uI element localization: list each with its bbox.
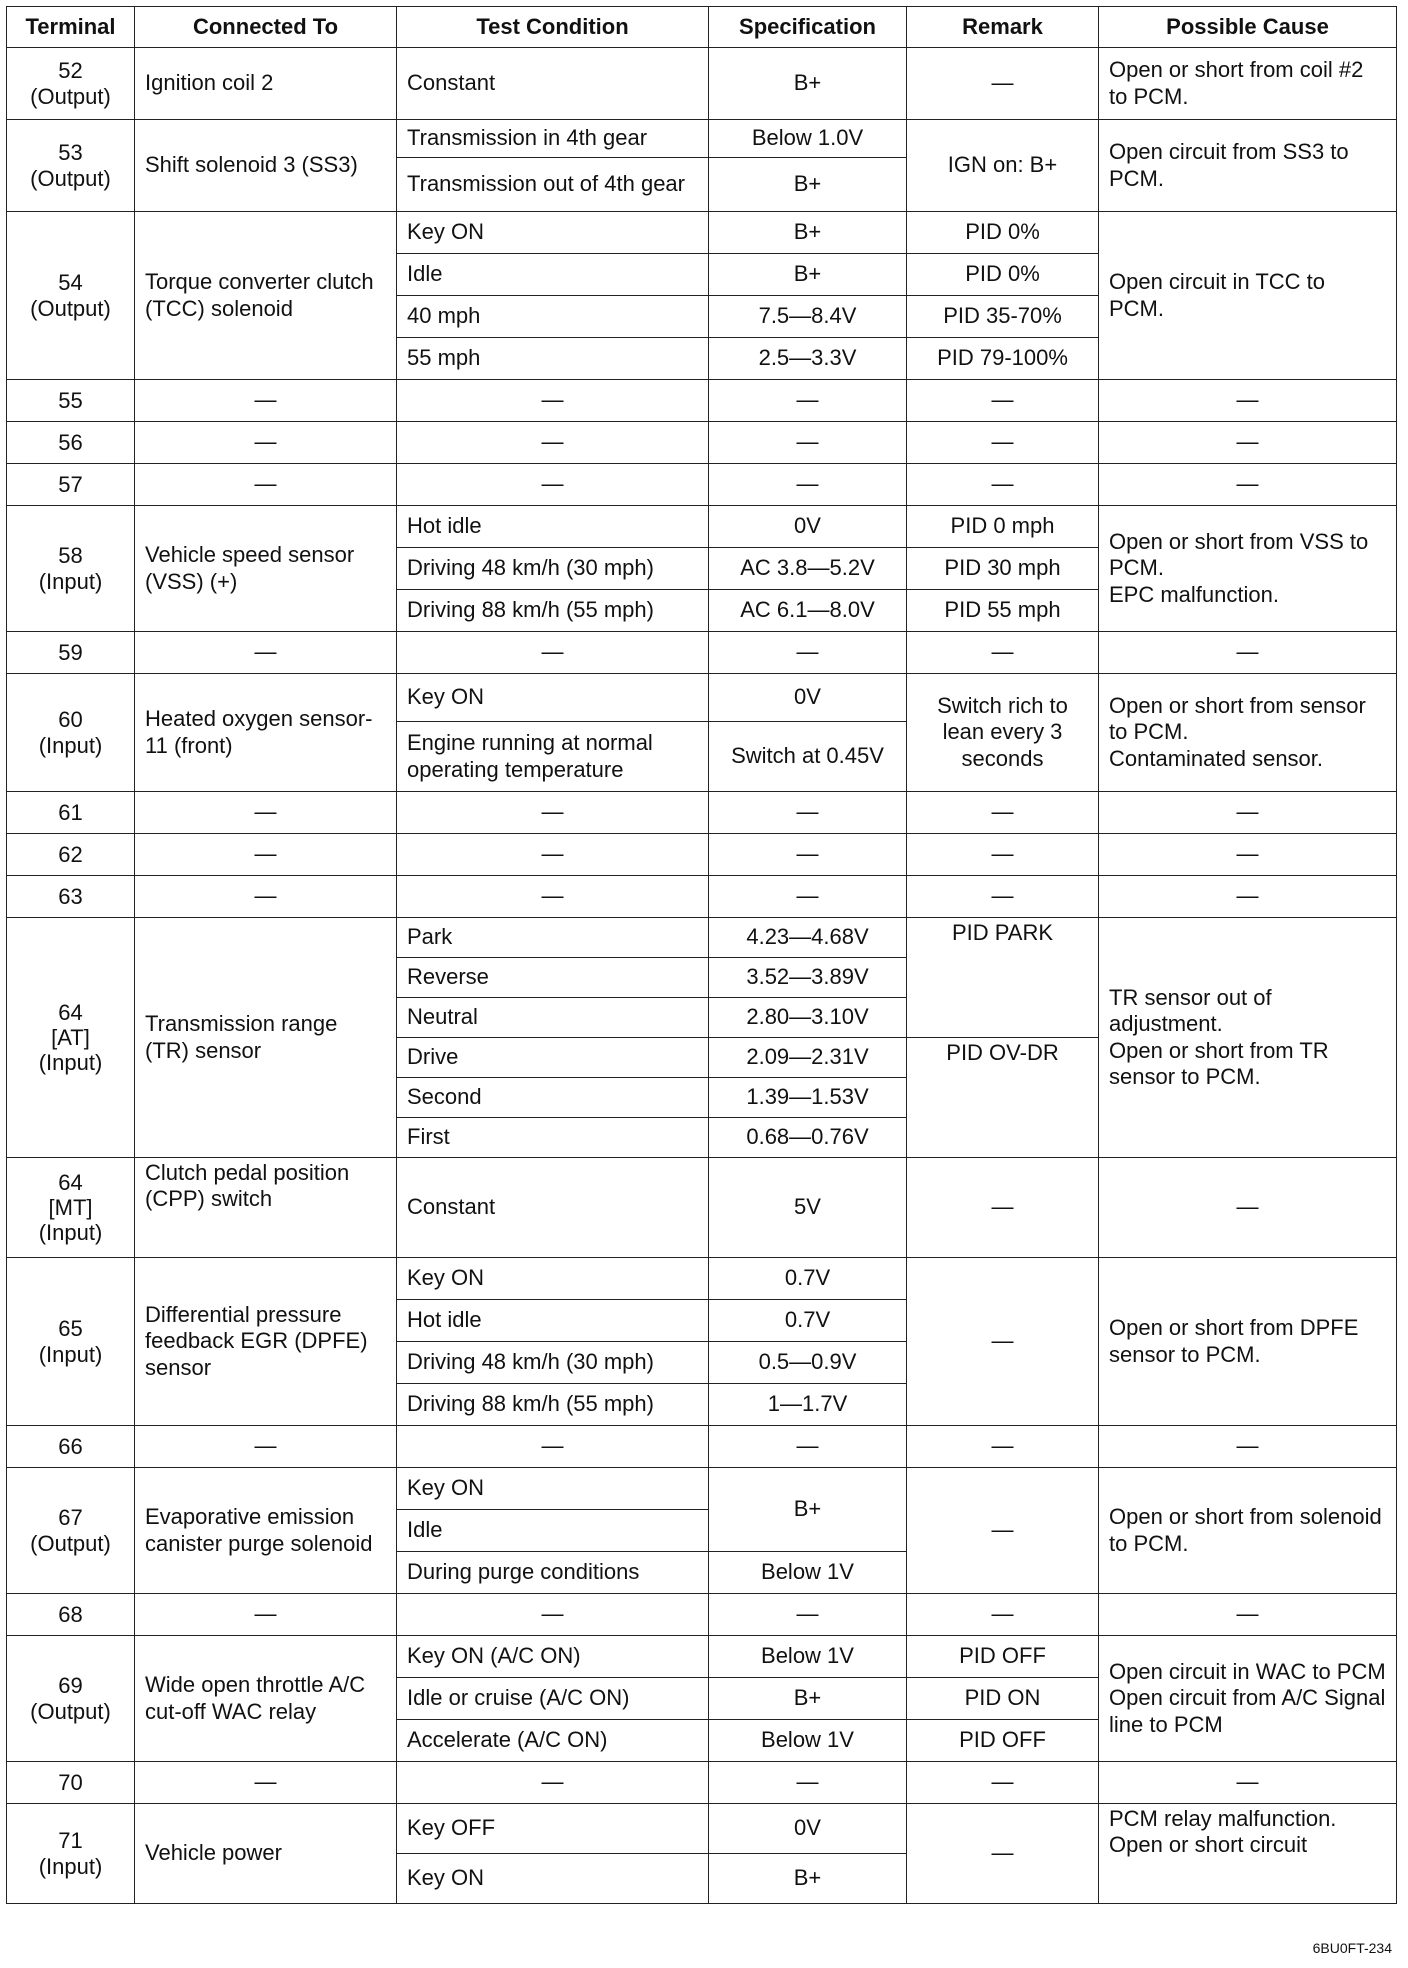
terminal-spec-table: [6, 6, 1397, 1904]
spec-cell: 0.5—0.9V: [709, 1342, 907, 1384]
terminal-cell: 58 (Input): [7, 506, 135, 632]
table-row: [7, 212, 1397, 254]
cause-cell: Open circuit in TCC to PCM.: [1099, 212, 1397, 380]
cause-cell: —: [1099, 1594, 1397, 1636]
connected-cell: —: [135, 1426, 397, 1468]
table-row: [7, 380, 1397, 422]
terminal-cell: 66: [7, 1426, 135, 1468]
spec-cell: 0V: [709, 506, 907, 548]
condition-cell: —: [397, 632, 709, 674]
remark-cell: —: [907, 1426, 1099, 1468]
connected-cell: —: [135, 1594, 397, 1636]
table-row: [7, 1804, 1397, 1854]
remark-cell: PID 55 mph: [907, 590, 1099, 632]
table-row: [7, 48, 1397, 120]
terminal-cell: 64 [AT] (Input): [7, 918, 135, 1158]
cause-cell: Open or short from DPFE sensor to PCM.: [1099, 1258, 1397, 1426]
connected-cell: Wide open throttle A/C cut-off WAC relay: [135, 1636, 397, 1762]
spec-cell: 0V: [709, 674, 907, 722]
condition-cell: Engine running at normal operating temperature: [397, 722, 709, 792]
remark-cell: PID 79-100%: [907, 338, 1099, 380]
spec-cell: —: [709, 876, 907, 918]
spec-cell: AC 3.8—5.2V: [709, 548, 907, 590]
cause-cell: —: [1099, 1762, 1397, 1804]
condition-cell: Idle: [397, 254, 709, 296]
remark-cell: —: [907, 1594, 1099, 1636]
remark-cell: PID OFF: [907, 1636, 1099, 1678]
spec-cell: B+: [709, 254, 907, 296]
table-row: [7, 1468, 1397, 1510]
cause-cell: —: [1099, 792, 1397, 834]
table-row: [7, 632, 1397, 674]
table-row: [7, 1762, 1397, 1804]
cause-cell: Open or short from VSS to PCM. EPC malfunction.: [1099, 506, 1397, 632]
spec-cell: Below 1.0V: [709, 120, 907, 158]
header-specification: Specification: [709, 7, 907, 48]
spec-cell: —: [709, 834, 907, 876]
header-possible-cause: Possible Cause: [1099, 7, 1397, 48]
spec-cell: 1.39—1.53V: [709, 1078, 907, 1118]
terminal-cell: 70: [7, 1762, 135, 1804]
remark-cell: PID OFF: [907, 1720, 1099, 1762]
condition-cell: Key ON (A/C ON): [397, 1636, 709, 1678]
remark-cell: —: [907, 1468, 1099, 1594]
header-remark: Remark: [907, 7, 1099, 48]
terminal-cell: 56: [7, 422, 135, 464]
terminal-cell: 69 (Output): [7, 1636, 135, 1762]
terminal-cell: 52 (Output): [7, 48, 135, 120]
remark-cell: —: [907, 876, 1099, 918]
remark-cell: —: [907, 422, 1099, 464]
figure-code: 6BU0FT-234: [1312, 1940, 1392, 1956]
table-row: [7, 506, 1397, 548]
cause-cell: —: [1099, 834, 1397, 876]
spec-cell: Below 1V: [709, 1720, 907, 1762]
spec-cell: B+: [709, 1854, 907, 1904]
terminal-cell: 65 (Input): [7, 1258, 135, 1426]
connected-cell: —: [135, 792, 397, 834]
spec-cell: Switch at 0.45V: [709, 722, 907, 792]
table-row: [7, 120, 1397, 158]
table-row: [7, 918, 1397, 958]
remark-cell: —: [907, 1258, 1099, 1426]
terminal-cell: 63: [7, 876, 135, 918]
remark-cell: —: [907, 380, 1099, 422]
spec-cell: 0V: [709, 1804, 907, 1854]
cause-cell: PCM relay malfunction. Open or short circuit: [1099, 1804, 1397, 1904]
condition-cell: Key ON: [397, 1854, 709, 1904]
condition-cell: Key ON: [397, 674, 709, 722]
table-row: [7, 422, 1397, 464]
cause-cell: Open circuit in WAC to PCM Open circuit from A/C Signal line to PCM: [1099, 1636, 1397, 1762]
condition-cell: Constant: [397, 48, 709, 120]
spec-cell: 5V: [709, 1158, 907, 1258]
remark-cell: PID 30 mph: [907, 548, 1099, 590]
connected-cell: —: [135, 834, 397, 876]
table-row: [7, 1636, 1397, 1678]
spec-cell: —: [709, 1594, 907, 1636]
terminal-cell: 60 (Input): [7, 674, 135, 792]
condition-cell: Idle: [397, 1510, 709, 1552]
terminal-cell: 59: [7, 632, 135, 674]
condition-cell: Hot idle: [397, 506, 709, 548]
remark-cell: —: [907, 48, 1099, 120]
spec-cell: 4.23—4.68V: [709, 918, 907, 958]
cause-cell: TR sensor out of adjustment. Open or short from TR sensor to PCM.: [1099, 918, 1397, 1158]
remark-cell: —: [907, 834, 1099, 876]
condition-cell: Reverse: [397, 958, 709, 998]
condition-cell: First: [397, 1118, 709, 1158]
condition-cell: Idle or cruise (A/C ON): [397, 1678, 709, 1720]
condition-cell: —: [397, 1426, 709, 1468]
spec-cell: Below 1V: [709, 1552, 907, 1594]
connected-cell: —: [135, 1762, 397, 1804]
spec-cell: 0.7V: [709, 1300, 907, 1342]
remark-cell: —: [907, 1158, 1099, 1258]
spec-cell: 1—1.7V: [709, 1384, 907, 1426]
table-row: [7, 1258, 1397, 1300]
condition-cell: Hot idle: [397, 1300, 709, 1342]
table-row: [7, 1158, 1397, 1258]
cause-cell: —: [1099, 464, 1397, 506]
cause-cell: —: [1099, 1158, 1397, 1258]
condition-cell: —: [397, 792, 709, 834]
connected-cell: —: [135, 422, 397, 464]
connected-cell: Vehicle power: [135, 1804, 397, 1904]
remark-cell: —: [907, 632, 1099, 674]
remark-cell: PID 0%: [907, 254, 1099, 296]
terminal-cell: 71 (Input): [7, 1804, 135, 1904]
terminal-cell: 62: [7, 834, 135, 876]
table-row: [7, 1426, 1397, 1468]
connected-cell: Clutch pedal position (CPP) switch: [135, 1158, 397, 1258]
condition-cell: Park: [397, 918, 709, 958]
condition-cell: During purge conditions: [397, 1552, 709, 1594]
table-row: [7, 1594, 1397, 1636]
connected-cell: —: [135, 876, 397, 918]
spec-cell: B+: [709, 1678, 907, 1720]
remark-cell: PID 35-70%: [907, 296, 1099, 338]
table-row: [7, 464, 1397, 506]
remark-cell: —: [907, 1804, 1099, 1904]
condition-cell: Driving 48 km/h (30 mph): [397, 1342, 709, 1384]
spec-cell: 2.09—2.31V: [709, 1038, 907, 1078]
header-test-condition: Test Condition: [397, 7, 709, 48]
remark-cell: PID PARK: [907, 918, 1099, 1038]
spec-cell: —: [709, 1426, 907, 1468]
remark-cell: —: [907, 792, 1099, 834]
table-row: [7, 876, 1397, 918]
condition-cell: Key OFF: [397, 1804, 709, 1854]
condition-cell: Key ON: [397, 1258, 709, 1300]
condition-cell: Second: [397, 1078, 709, 1118]
table-row: [7, 674, 1397, 722]
terminal-cell: 57: [7, 464, 135, 506]
condition-cell: Drive: [397, 1038, 709, 1078]
spec-cell: —: [709, 632, 907, 674]
condition-cell: Key ON: [397, 1468, 709, 1510]
spec-cell: 7.5—8.4V: [709, 296, 907, 338]
cause-cell: Open or short from solenoid to PCM.: [1099, 1468, 1397, 1594]
cause-cell: —: [1099, 876, 1397, 918]
table-row: [7, 792, 1397, 834]
terminal-cell: 54 (Output): [7, 212, 135, 380]
terminal-cell: 67 (Output): [7, 1468, 135, 1594]
remark-cell: PID 0%: [907, 212, 1099, 254]
condition-cell: Constant: [397, 1158, 709, 1258]
connected-cell: Transmission range (TR) sensor: [135, 918, 397, 1158]
cause-cell: Open or short from sensor to PCM. Contaminated sensor.: [1099, 674, 1397, 792]
spec-cell: B+: [709, 1468, 907, 1552]
remark-cell: PID ON: [907, 1678, 1099, 1720]
spec-cell: 0.7V: [709, 1258, 907, 1300]
spec-cell: 0.68—0.76V: [709, 1118, 907, 1158]
remark-cell: —: [907, 1762, 1099, 1804]
condition-cell: Transmission in 4th gear: [397, 120, 709, 158]
cause-cell: —: [1099, 1426, 1397, 1468]
terminal-cell: 53 (Output): [7, 120, 135, 212]
condition-cell: —: [397, 834, 709, 876]
terminal-cell: 55: [7, 380, 135, 422]
connected-cell: Evaporative emission canister purge solenoid: [135, 1468, 397, 1594]
terminal-cell: 61: [7, 792, 135, 834]
connected-cell: Vehicle speed sensor (VSS) (+): [135, 506, 397, 632]
remark-cell: PID OV-DR: [907, 1038, 1099, 1158]
spec-cell: 2.5—3.3V: [709, 338, 907, 380]
remark-cell: Switch rich to lean every 3 seconds: [907, 674, 1099, 792]
header-terminal: Terminal: [7, 7, 135, 48]
remark-cell: —: [907, 464, 1099, 506]
connected-cell: —: [135, 380, 397, 422]
connected-cell: —: [135, 464, 397, 506]
condition-cell: —: [397, 464, 709, 506]
condition-cell: —: [397, 876, 709, 918]
header-row: [7, 7, 1397, 48]
cause-cell: —: [1099, 632, 1397, 674]
cause-cell: —: [1099, 380, 1397, 422]
spec-cell: B+: [709, 212, 907, 254]
condition-cell: —: [397, 1762, 709, 1804]
condition-cell: —: [397, 380, 709, 422]
connected-cell: Differential pressure feedback EGR (DPFE) sensor: [135, 1258, 397, 1426]
condition-cell: Key ON: [397, 212, 709, 254]
condition-cell: Neutral: [397, 998, 709, 1038]
remark-cell: IGN on: B+: [907, 120, 1099, 212]
condition-cell: —: [397, 1594, 709, 1636]
cause-cell: Open or short from coil #2 to PCM.: [1099, 48, 1397, 120]
condition-cell: Driving 88 km/h (55 mph): [397, 590, 709, 632]
connected-cell: Heated oxygen sensor-11 (front): [135, 674, 397, 792]
table-row: [7, 834, 1397, 876]
remark-cell: PID 0 mph: [907, 506, 1099, 548]
condition-cell: —: [397, 422, 709, 464]
cause-cell: Open circuit from SS3 to PCM.: [1099, 120, 1397, 212]
condition-cell: Transmission out of 4th gear: [397, 158, 709, 212]
condition-cell: Driving 88 km/h (55 mph): [397, 1384, 709, 1426]
spec-cell: 2.80—3.10V: [709, 998, 907, 1038]
condition-cell: Driving 48 km/h (30 mph): [397, 548, 709, 590]
terminal-cell: 68: [7, 1594, 135, 1636]
spec-cell: —: [709, 464, 907, 506]
connected-cell: Torque converter clutch (TCC) solenoid: [135, 212, 397, 380]
spec-cell: —: [709, 1762, 907, 1804]
terminal-cell: 64 [MT] (Input): [7, 1158, 135, 1258]
condition-cell: 55 mph: [397, 338, 709, 380]
header-connected-to: Connected To: [135, 7, 397, 48]
spec-cell: AC 6.1—8.0V: [709, 590, 907, 632]
spec-cell: B+: [709, 48, 907, 120]
spec-cell: —: [709, 422, 907, 464]
spec-cell: Below 1V: [709, 1636, 907, 1678]
spec-cell: —: [709, 380, 907, 422]
condition-cell: 40 mph: [397, 296, 709, 338]
spec-cell: 3.52—3.89V: [709, 958, 907, 998]
connected-cell: —: [135, 632, 397, 674]
spec-cell: —: [709, 792, 907, 834]
connected-cell: Ignition coil 2: [135, 48, 397, 120]
cause-cell: —: [1099, 422, 1397, 464]
connected-cell: Shift solenoid 3 (SS3): [135, 120, 397, 212]
condition-cell: Accelerate (A/C ON): [397, 1720, 709, 1762]
spec-cell: B+: [709, 158, 907, 212]
